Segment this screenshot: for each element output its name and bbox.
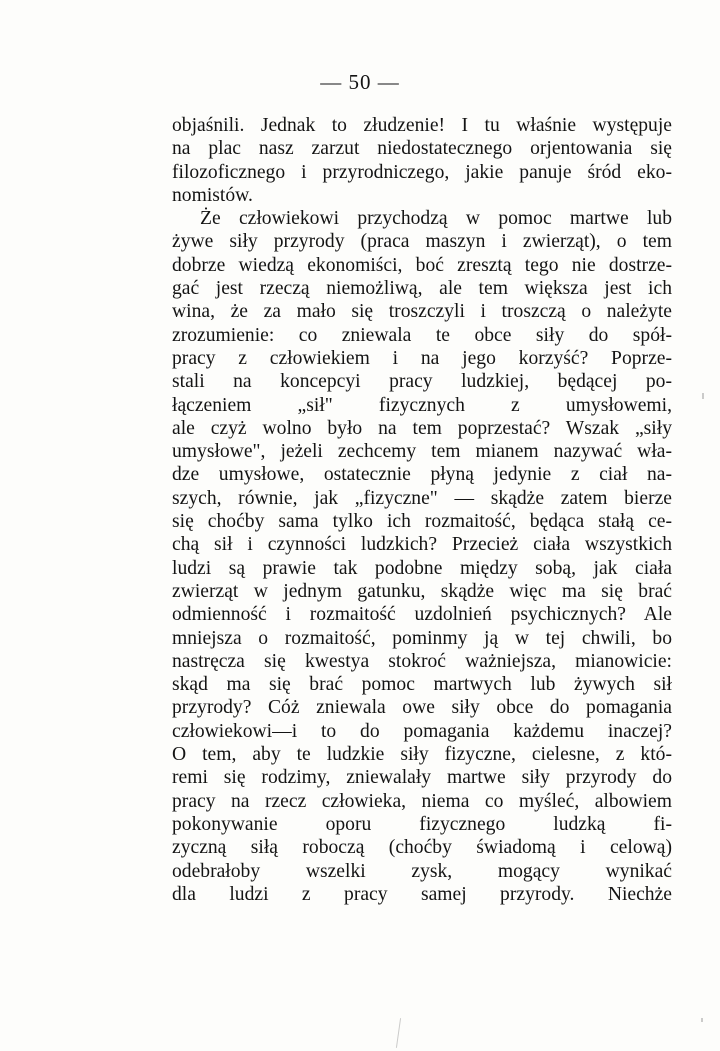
text-line: ludzi są prawie tak podobne między sobą, jak ciała [172,557,672,579]
text-line: szych, równie, jak „fizyczne" — skądże zatem bierze [172,487,672,509]
text-line: na plac nasz zarzut niedostatecznego orjentowania się [172,138,672,160]
text-line: dla ludzi z pracy samej przyrody. Niechże [172,883,672,905]
text-line: O tem, aby te ludzkie siły fizyczne, cielesne, z któ- [172,744,672,766]
page-number: — 50 — [320,70,400,94]
text-line: objaśnili. Jednak to złudzenie! I tu właśnie występuje [172,115,672,136]
text-line: pracy z człowiekiem i na jego korzyść? Poprze- [172,347,672,369]
text-line: filozoficznego i przyrodniczego, jakie panuje śród eko- [172,161,672,183]
text-line: wina, że za mało się troszczyli i troszczą o należyte [172,301,672,323]
text-line: nastręcza się kwestya stokroć ważniejsza, mianowicie: [172,650,672,672]
text-line: dze umysłowe, ostatecznie płyną jedynie z ciał na- [172,464,672,486]
text-line: odmienność i rozmaitość uzdolnień psychicznych? Ale [172,604,672,626]
text-line: odebrałoby wszelki zysk, mogący wynikać [172,860,672,882]
body-text [172,114,672,906]
text-line: przyrody? Cóż zniewala owe siły obce do pomagania [172,697,672,719]
text-line: zyczną siłą roboczą (choćby świadomą i celową) [172,837,672,859]
text-line: łączeniem „sił" fizycznych z umysłowemi, [172,394,672,416]
scan-speck [702,393,704,399]
text-line: Że człowiekowi przychodzą w pomoc martwe lub [200,208,672,230]
text-line: pokonywanie oporu fizycznego ludzką fi- [172,813,672,835]
text-line: umysłowe", jeżeli zechcemy tem mianem nazywać wła- [172,441,672,463]
text-line: żywe siły przyrody (praca maszyn i zwierząt), o tem [172,231,672,253]
text-line: mniejsza o rozmaitość, pominmy ją w tej chwili, bo [172,627,672,649]
text-line: się choćby sama tylko ich rozmaitość, będąca stałą ce- [172,511,672,533]
text-line: dobrze wiedzą ekonomiści, boć zresztą tego nie dostrze- [172,254,672,276]
text-line: człowiekowi—i to do pomagania każdemu inaczej? [172,720,672,742]
text-line: zrozumienie: co zniewala te obce siły do spół- [172,324,672,346]
text-line: chą sił i czynności ludzkich? Przecież ciała wszystkich [172,534,672,556]
text-line: ale czyż wolno było na tem poprzestać? Wszak „siły [172,417,672,439]
text-line: pracy na rzecz człowieka, niema co myśleć, albowiem [172,790,672,812]
text-line: skąd ma się brać pomoc martwych lub żywych sił [172,674,672,696]
text-line: nomistów. [172,184,253,206]
scan-speck [701,1018,703,1022]
text-line: gać jest rzeczą niemożliwą, ale tem większa jest ich [172,278,672,300]
text-line: zwierząt w jednym gatunku, skądże więc ma się brać [172,580,672,602]
scan-speck [396,1018,401,1048]
text-line: remi się rodzimy, zniewalały martwe siły przyrody do [172,767,672,789]
text-line: stali na koncepcyi pracy ludzkiej, będącej po- [172,371,672,393]
